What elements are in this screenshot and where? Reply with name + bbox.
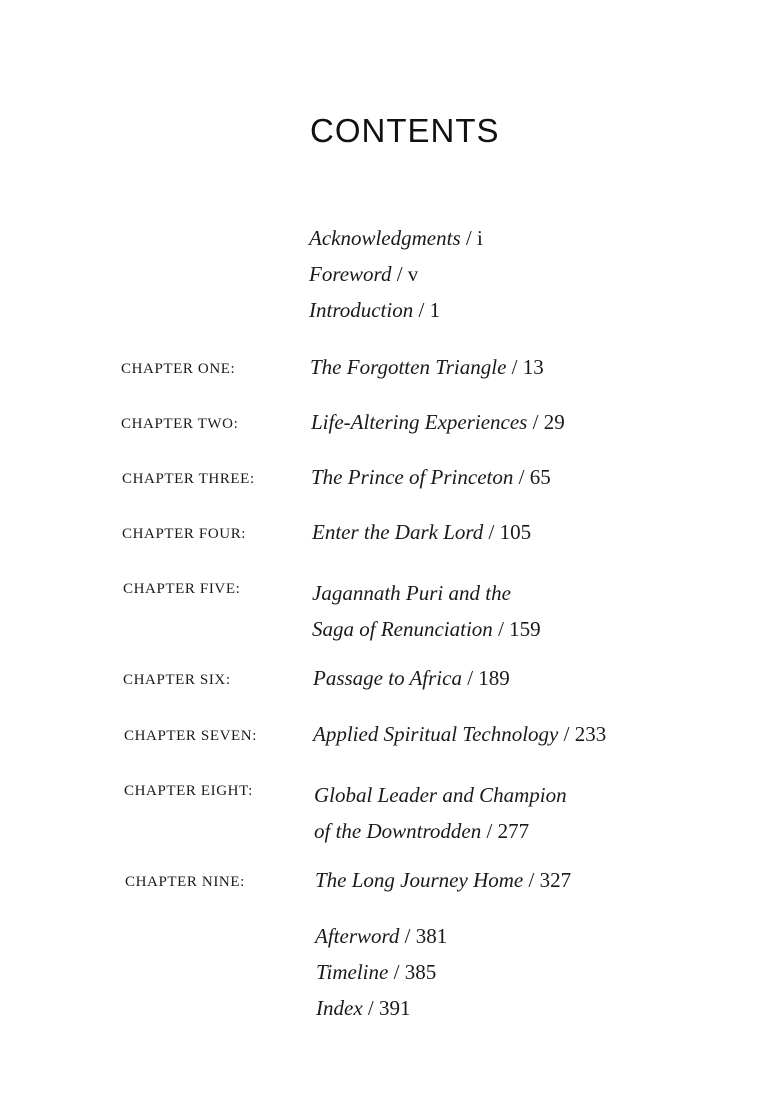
entry-separator: / (527, 410, 544, 434)
entry-title: Acknowledgments (309, 226, 461, 250)
chapter-label-two: CHAPTER TWO: (121, 416, 239, 432)
chapter-label-nine: CHAPTER NINE: (125, 874, 245, 890)
toc-entry-timeline (316, 960, 436, 985)
toc-entry-acknowledgments (309, 226, 483, 251)
entry-separator: / (483, 520, 500, 544)
toc-entry-chapter-five (312, 575, 541, 647)
entry-title-line-2: Saga of Renunciation (312, 617, 493, 641)
entry-separator: / (461, 666, 479, 690)
entry-title: Life-Altering Experiences (311, 410, 528, 434)
entry-page-number: i (476, 226, 483, 250)
entry-separator: / (460, 226, 477, 250)
entry-separator: / (388, 960, 405, 984)
chapter-label-four: CHAPTER FOUR: (122, 526, 247, 542)
entry-page-number: 381 (415, 924, 448, 948)
entry-separator: / (362, 996, 379, 1020)
chapter-label-three: CHAPTER THREE: (122, 471, 255, 487)
entry-title: The Forgotten Triangle (310, 355, 507, 379)
entry-title: Index (316, 996, 363, 1020)
entry-separator: / (391, 262, 408, 286)
page-title: CONTENTS (310, 112, 500, 149)
entry-page-number: 105 (499, 520, 532, 544)
entry-page-number: v (407, 262, 419, 286)
entry-page-number: 65 (529, 465, 551, 489)
toc-entry-foreword (309, 262, 418, 287)
entry-title: Afterword (315, 924, 400, 948)
entry-page-number: 189 (478, 666, 510, 690)
toc-entry-introduction (309, 298, 440, 323)
chapter-label-one: CHAPTER ONE: (121, 361, 236, 377)
toc-entry-index (316, 996, 410, 1021)
toc-entry-afterword (315, 924, 447, 949)
toc-entry-chapter-eight (314, 777, 567, 849)
entry-page-number: 13 (522, 355, 544, 379)
entry-separator: / (492, 617, 510, 641)
entry-title: Foreword (309, 262, 392, 286)
chapter-label-six: CHAPTER SIX: (123, 672, 231, 688)
entry-page-number: 277 (497, 819, 530, 843)
entry-page-number: 385 (404, 960, 437, 984)
entry-title: Timeline (316, 960, 389, 984)
toc-entry-chapter-six (313, 666, 510, 691)
entry-title: Applied Spiritual Technology (313, 722, 559, 746)
entry-title: Passage to Africa (313, 666, 462, 690)
entry-title: The Long Journey Home (315, 868, 524, 892)
entry-title-line-2: of the Downtrodden (314, 819, 482, 843)
toc-entry-chapter-two (311, 410, 565, 435)
chapter-label-five: CHAPTER FIVE: (123, 581, 241, 597)
entry-page-number: 391 (378, 996, 411, 1020)
entry-separator: / (413, 298, 430, 322)
entry-separator: / (558, 722, 575, 746)
entry-title-line-1: Jagannath Puri and the (312, 581, 511, 605)
entry-separator: / (513, 465, 530, 489)
chapter-label-eight: CHAPTER EIGHT: (124, 783, 253, 799)
entry-page-number: 1 (429, 298, 441, 322)
chapter-label-seven: CHAPTER SEVEN: (124, 728, 257, 744)
toc-entry-chapter-seven (313, 722, 606, 747)
entry-title: Introduction (309, 298, 414, 322)
entry-title-line-1: Global Leader and Champion (314, 783, 567, 807)
entry-separator: / (506, 355, 523, 379)
entry-separator: / (481, 819, 498, 843)
entry-page-number: 233 (574, 722, 607, 746)
entry-title: The Prince of Princeton (311, 465, 514, 489)
entry-title: Enter the Dark Lord (312, 520, 484, 544)
entry-page-number: 29 (543, 410, 565, 434)
entry-page-number: 327 (539, 868, 572, 892)
entry-separator: / (523, 868, 540, 892)
toc-entry-chapter-four (312, 520, 531, 545)
toc-entry-chapter-nine (315, 868, 571, 893)
entry-title-line-2-wrap (314, 813, 567, 849)
entry-separator: / (399, 924, 416, 948)
entry-title-line-2-wrap (312, 611, 541, 647)
toc-entry-chapter-three (311, 465, 551, 490)
toc-entry-chapter-one (310, 355, 544, 380)
entry-page-number: 159 (509, 617, 541, 641)
